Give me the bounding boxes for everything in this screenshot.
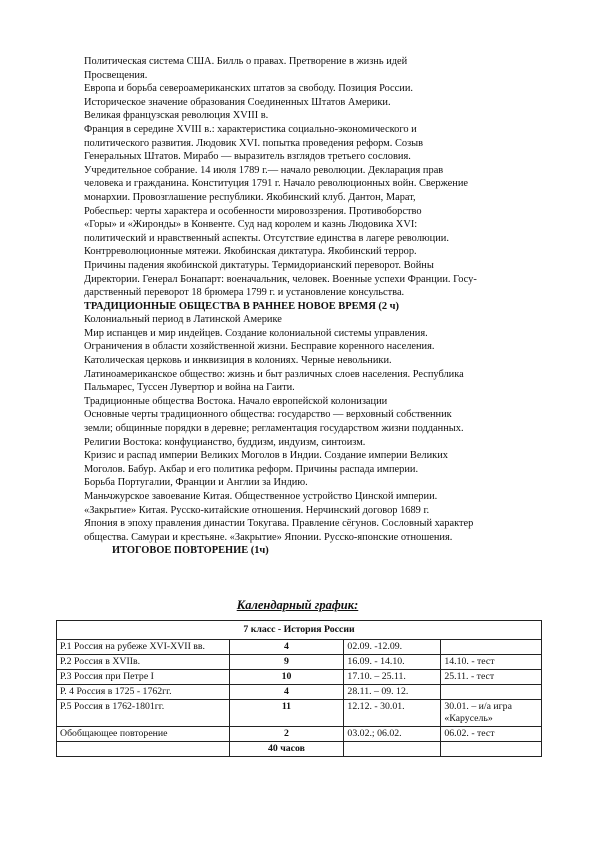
- hours-cell: 10: [229, 670, 344, 685]
- text-line: Учредительное собрание. 14 июля 1789 г.— начало революции. Декларация прав: [84, 164, 444, 176]
- table-row: [57, 727, 542, 742]
- test-cell: 06.02. - тест: [441, 727, 542, 742]
- schedule-table: [56, 620, 542, 757]
- text-line: «Закрытие» Китая. Русско-китайские отношения. Нерчинский договор 1689 г.: [84, 504, 430, 516]
- text-line: Кризис и распад империи Великих Моголов в Индии. Создание империи Великих: [84, 450, 448, 462]
- dates-cell: 17.10. – 25.11.: [344, 670, 441, 685]
- text-line: Великая французская революция XVIII в.: [84, 110, 269, 122]
- text-line: дарственный переворот 18 брюмера 1799 г. и установление консульства.: [84, 287, 405, 299]
- section-cell: Р.1 Россия на рубеже XVI-XVII вв.: [57, 640, 230, 655]
- hours-cell: 4: [229, 685, 344, 700]
- table-row: [57, 640, 542, 655]
- table-header: 7 класс - История России: [57, 621, 542, 640]
- text-line: Мир испанцев и мир индейцев. Создание колониальной системы управления.: [84, 327, 428, 339]
- text-line: Просвещения.: [84, 69, 148, 81]
- text-line: Причины падения якобинской диктатуры. Термидорианский переворот. Войны: [84, 259, 434, 271]
- hours-cell: 4: [229, 640, 344, 655]
- text-line: Пальмарес, Туссен Лувертюр и война на Гаити.: [84, 382, 295, 394]
- text-line: Ограничения в области хозяйственной жизни. Бесправие коренного населения.: [84, 341, 435, 353]
- text-line: земли; общинные порядки в деревне; регламентация государством жизни подданных.: [84, 423, 464, 435]
- table-row: [57, 655, 542, 670]
- table-row: [57, 670, 542, 685]
- text-line: общества. Самураи и крестьяне. «Закрытие» Японии. Русско-японские отношения.: [84, 531, 453, 543]
- text-line: Моголов. Бабур. Акбар и его политика реформ. Причины распада империи.: [84, 463, 419, 475]
- dates-cell: 16.09. - 14.10.: [344, 655, 441, 670]
- syllabus-text: [84, 55, 524, 558]
- text-line: Контрреволюционные мятежи. Якобинская диктатура. Якобинский террор.: [84, 246, 417, 258]
- dates-cell: 02.09. -12.09.: [344, 640, 441, 655]
- section-cell: Обобщающее повторение: [57, 727, 230, 742]
- text-line: монархии. Провозглашение республики. Якобинский клуб. Дантон, Марат,: [84, 191, 416, 203]
- section-cell: Р.2 Россия в XVIIв.: [57, 655, 230, 670]
- empty-cell: [344, 742, 441, 757]
- empty-cell: [57, 742, 230, 757]
- table-row: [57, 700, 542, 727]
- test-cell: 25.11. - тест: [441, 670, 542, 685]
- test-cell: 14.10. - тест: [441, 655, 542, 670]
- section-heading: ТРАДИЦИОННЫЕ ОБЩЕСТВА В РАННЕЕ НОВОЕ ВРЕМЯ (2 ч): [84, 300, 399, 312]
- dates-cell: 12.12. - 30.01.: [344, 700, 441, 727]
- text-line: Робеспьер: черты характера и особенности мировоззрения. Противоборство: [84, 205, 422, 217]
- total-hours-cell: 40 часов: [229, 742, 344, 757]
- text-line: Европа и борьба североамериканских штатов за свободу. Позиция России.: [84, 83, 413, 95]
- table-row: [57, 685, 542, 700]
- text-line: Директории. Генерал Бонапарт: военачальник, человек. Военные успехи Франции. Госу-: [84, 273, 477, 285]
- section-heading: ИТОГОВОЕ ПОВТОРЕНИЕ (1ч): [112, 545, 269, 557]
- table-total-row: [57, 742, 542, 757]
- empty-cell: [441, 742, 542, 757]
- text-line: Япония в эпоху правления династии Токугава. Правление сёгунов. Сословный характер: [84, 518, 474, 530]
- hours-cell: 2: [229, 727, 344, 742]
- section-cell: Р.3 Россия при Петре I: [57, 670, 230, 685]
- text-line: Маньчжурское завоевание Китая. Общественное устройство Цинской империи.: [84, 491, 438, 502]
- section-cell: Р. 4 Россия в 1725 - 1762гг.: [57, 685, 230, 700]
- text-line: Традиционные общества Востока. Начало европейской колонизации: [84, 395, 388, 407]
- text-line: Борьба Португалии, Франции и Англии за Индию.: [84, 477, 308, 489]
- text-line: политического развития. Людовик XVI. попытка проведения реформ. Созыв: [84, 137, 424, 149]
- text-line: Колониальный период в Латинской Америке: [84, 314, 282, 326]
- dates-cell: 03.02.; 06.02.: [344, 727, 441, 742]
- text-line: Религии Востока: конфуцианство, буддизм, индуизм, синтоизм.: [84, 436, 366, 448]
- text-line: Основные черты традиционного общества: государство — верховный собственник: [84, 409, 452, 421]
- table-header-row: [57, 621, 542, 640]
- text-line: человека и гражданина. Конституция 1791 г. Начало революционных войн. Свержение: [84, 178, 468, 190]
- test-cell: [441, 685, 542, 700]
- text-line: Политическая система США. Билль о правах. Претворение в жизнь идей: [84, 56, 408, 67]
- hours-cell: 9: [229, 655, 344, 670]
- hours-cell: 11: [229, 700, 344, 727]
- text-line: Историческое значение образования Соединенных Штатов Америки.: [84, 96, 391, 108]
- text-line: Генеральных Штатов. Мирабо — выразитель взглядов третьего сословия.: [84, 151, 411, 163]
- dates-cell: 28.11. – 09. 12.: [344, 685, 441, 700]
- test-cell: 30.01. – и/а игра «Карусель»: [441, 700, 542, 727]
- text-line: Франция в середине XVIII в.: характеристика социально-экономического и: [84, 123, 417, 135]
- text-line: политический и нравственный аспекты. Отсутствие единства в лагере революции.: [84, 232, 449, 244]
- text-line: «Горы» и «Жиронды» в Конвенте. Суд над королем и казнь Людовика XVI:: [84, 219, 418, 231]
- test-cell: [441, 640, 542, 655]
- text-line: Латиноамериканское общество: жизнь и быт различных слоев населения. Республика: [84, 368, 464, 380]
- calendar-title: Календарный график:: [236, 598, 359, 612]
- text-line: Католическая церковь и инквизиция в колониях. Черные невольники.: [84, 355, 392, 367]
- section-cell: Р.5 Россия в 1762-1801гг.: [57, 700, 230, 727]
